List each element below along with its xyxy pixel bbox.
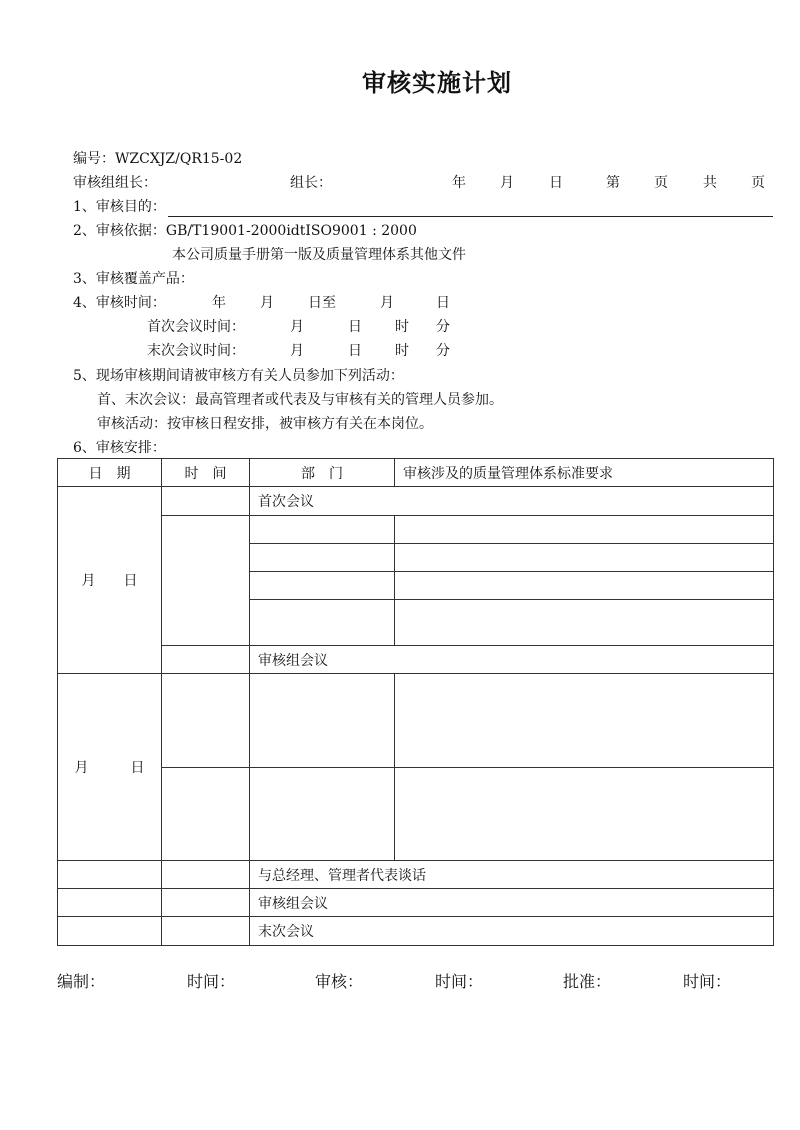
table-header-row [58,459,774,487]
member-label: 组长： [290,175,332,191]
page-title: 审核实施计划 [362,68,512,97]
lm-day: 日 [348,343,362,359]
date-cell-2: 月 日 [58,674,162,861]
time-cell [162,861,250,889]
first-meeting-cell: 首次会议 [250,487,774,516]
table-row [58,516,774,544]
prepared-by-label: 编制： [57,972,106,991]
reviewed-by-label: 审核： [315,972,364,991]
time-cell [162,646,250,674]
fm-min: 分 [436,319,450,335]
reviewed-time-label: 时间： [435,972,484,991]
basis-label: 2、审核依据：GB/T19001-2000idtISO9001 : 2000 [73,223,417,239]
req-cell [395,544,774,572]
purpose-label: 1、审核目的： [73,199,166,215]
audit-time-label: 4、审核时间： [73,295,166,311]
page-unit-label: 页 [654,175,668,191]
time-month: 月 [260,295,274,311]
date-cell [58,889,162,917]
team-meeting-cell-2: 审核组会议 [250,889,774,917]
lm-month: 月 [290,343,304,359]
last-meeting-cell: 末次会议 [250,917,774,946]
table-row [58,917,774,946]
req-cell [395,516,774,544]
activities-label: 5、现场审核期间请被审核方有关人员参加下列活动： [73,368,404,384]
table-row [58,646,774,674]
total-label: 共 [703,175,717,191]
talk-cell: 与总经理、管理者代表谈话 [250,861,774,889]
lm-hour: 时 [395,343,409,359]
time-cell [162,917,250,946]
prepared-time-label: 时间： [187,972,236,991]
fm-hour: 时 [395,319,409,335]
dept-cell [250,674,395,768]
dept-cell [250,768,395,861]
header-time: 时 间 [162,459,250,487]
time-cell [162,487,250,516]
req-cell [395,674,774,768]
date-cell [58,917,162,946]
req-cell [395,768,774,861]
dept-cell [250,544,395,572]
fm-day: 日 [348,319,362,335]
doc-number: 编号：WZCXJZ/QR15-02 [73,151,243,167]
page-no-label: 第 [606,175,620,191]
time-year: 年 [212,295,226,311]
last-meeting-label: 末次会议时间： [147,343,245,359]
schedule-table [57,458,774,946]
date-cell [58,861,162,889]
team-meeting-cell: 审核组会议 [250,646,774,674]
header-requirements: 审核涉及的质量管理体系标准要求 [395,459,774,487]
table-row [58,674,774,768]
approved-by-label: 批准： [563,972,612,991]
total-unit-label: 页 [751,175,765,191]
time-cell [162,889,250,917]
table-row [58,861,774,889]
req-cell [395,600,774,646]
fm-month: 月 [290,319,304,335]
time-cell [162,516,250,646]
leader-label: 审核组组长： [73,175,157,191]
table-row [58,487,774,516]
activity-1: 首、末次会议：最高管理者或代表及与审核有关的管理人员参加。 [97,392,503,408]
purpose-underline [168,216,773,217]
basis-line2: 本公司质量手册第一版及质量管理体系其他文件 [172,247,466,263]
table-row [58,889,774,917]
date-cell: 月 日 [58,487,162,674]
time-day-to: 日至 [308,295,336,311]
lm-min: 分 [436,343,450,359]
dept-cell [250,600,395,646]
time-day2: 日 [436,295,450,311]
first-meeting-label: 首次会议时间： [147,319,245,335]
activity-2: 审核活动：按审核日程安排，被审核方有关在本岗位。 [97,416,433,432]
schedule-label: 6、审核安排： [73,440,166,456]
month-label: 月 [500,175,514,191]
products-label: 3、审核覆盖产品： [73,271,194,287]
time-cell [162,674,250,768]
dept-cell [250,572,395,600]
header-date: 日 期 [58,459,162,487]
header-dept: 部 门 [250,459,395,487]
table-row [58,768,774,861]
day-label: 日 [549,175,563,191]
year-label: 年 [452,175,466,191]
approved-time-label: 时间： [683,972,732,991]
time-month2: 月 [380,295,394,311]
time-cell [162,768,250,861]
req-cell [395,572,774,600]
dept-cell [250,516,395,544]
